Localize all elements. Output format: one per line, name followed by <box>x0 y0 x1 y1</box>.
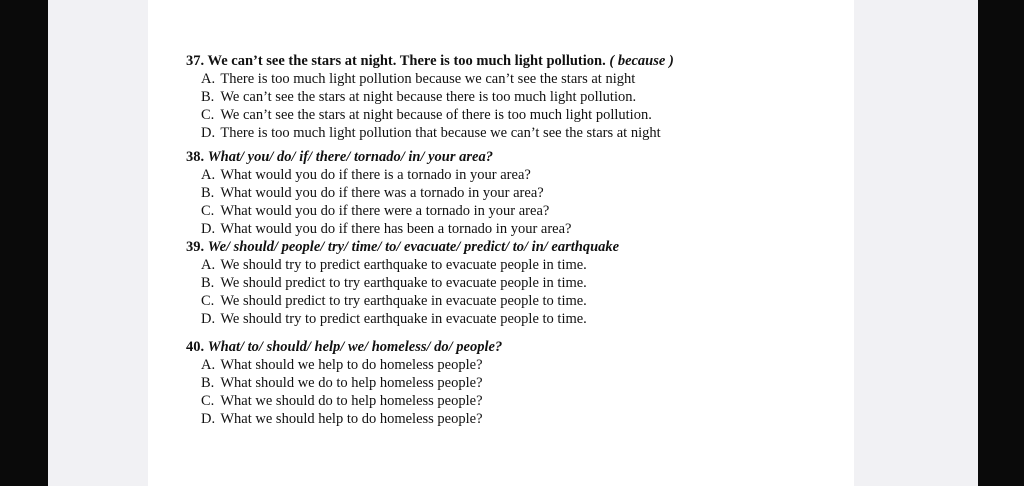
question-39 <box>184 238 844 328</box>
option-b: B. What should we do to help homeless people? <box>201 375 483 391</box>
option-c: C. What would you do if there were a tornado in your area? <box>201 203 550 219</box>
option-b: B. What would you do if there was a tornado in your area? <box>201 185 544 201</box>
option-a: A. We should try to predict earthquake to evacuate people in time. <box>201 257 587 273</box>
option-d: D. We should try to predict earthquake in evacuate people to time. <box>201 311 587 327</box>
document-page <box>148 0 854 486</box>
left-black-bar <box>0 0 48 486</box>
option-d: D. What we should help to do homeless people? <box>201 411 483 427</box>
question-title: 39. We/ should/ people/ try/ time/ to/ evacuate/ predict/ to/ in/ earthquake <box>186 239 620 255</box>
question-38 <box>184 148 844 238</box>
question-37 <box>184 52 844 142</box>
option-d: D. There is too much light pollution that because we can’t see the stars at night <box>201 125 661 141</box>
right-black-bar <box>978 0 1024 486</box>
option-c: C. What we should do to help homeless people? <box>201 393 483 409</box>
question-title: 37. We can’t see the stars at night. There is too much light pollution. ( because ) <box>186 53 674 69</box>
option-a: A. What should we help to do homeless people? <box>201 357 483 373</box>
option-b: B. We should predict to try earthquake to evacuate people in time. <box>201 275 587 291</box>
right-page-margin <box>854 0 978 486</box>
question-40 <box>184 338 844 428</box>
left-page-margin <box>48 0 148 486</box>
option-d: D. What would you do if there has been a tornado in your area? <box>201 221 572 237</box>
option-c: C. We should predict to try earthquake in evacuate people to time. <box>201 293 587 309</box>
question-list <box>184 52 844 428</box>
option-c: C. We can’t see the stars at night because of there is too much light pollution. <box>201 107 652 123</box>
option-a: A. There is too much light pollution because we can’t see the stars at night <box>201 71 636 87</box>
question-title: 40. What/ to/ should/ help/ we/ homeless/ do/ people? <box>186 339 503 355</box>
option-b: B. We can’t see the stars at night because there is too much light pollution. <box>201 89 637 105</box>
option-a: A. What would you do if there is a tornado in your area? <box>201 167 531 183</box>
question-title: 38. What/ you/ do/ if/ there/ tornado/ in/ your area? <box>186 149 493 165</box>
